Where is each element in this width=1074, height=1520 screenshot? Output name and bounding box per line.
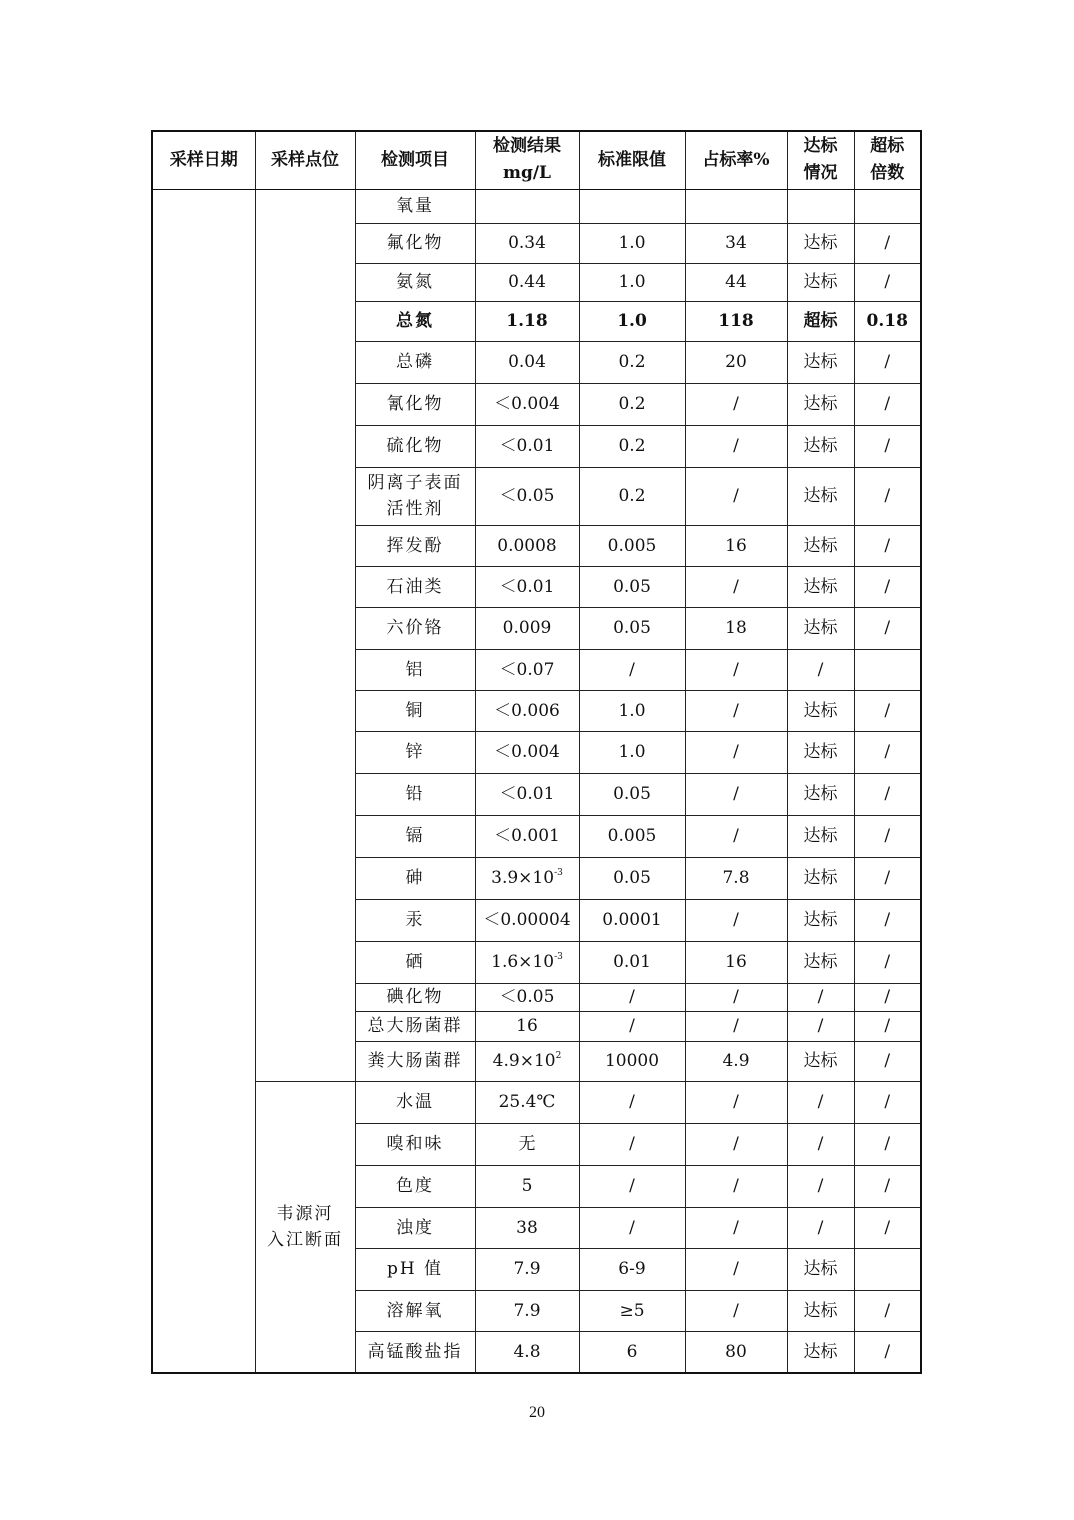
date-cell xyxy=(152,189,255,1373)
ratio-cell: / xyxy=(685,649,787,690)
result-cell xyxy=(475,857,579,899)
exceed-cell: / xyxy=(854,263,921,301)
item-label: 氧量 xyxy=(396,196,434,216)
result-exponent: -3 xyxy=(554,868,563,878)
ratio-cell: 18 xyxy=(685,607,787,649)
ratio-cell: / xyxy=(685,383,787,425)
exceed-cell: / xyxy=(854,341,921,383)
status-cell: / xyxy=(787,1123,854,1165)
status-cell: 达标 xyxy=(787,341,854,383)
item-cell xyxy=(355,815,475,857)
header-result-line1: 检测结果 xyxy=(493,136,561,157)
item-cell xyxy=(355,983,475,1011)
item-cell xyxy=(355,773,475,815)
item-label: 阴离子表面 xyxy=(367,473,463,493)
result-exponent: -3 xyxy=(554,952,563,962)
exceed-cell: / xyxy=(854,1165,921,1207)
result-cell xyxy=(475,341,579,383)
header-status-line2: 情况 xyxy=(803,163,838,184)
header-exceed xyxy=(854,131,921,189)
exceed-cell: / xyxy=(854,941,921,983)
status-cell: 达标 xyxy=(787,223,854,263)
result-value: 4.9×10 xyxy=(492,1051,556,1071)
item-cell xyxy=(355,1081,475,1123)
site2-cell xyxy=(255,1081,355,1373)
item-label: 氟化物 xyxy=(386,233,444,253)
item-cell xyxy=(355,607,475,649)
exceed-cell: / xyxy=(854,731,921,773)
header-limit: 标准限值 xyxy=(579,131,685,189)
result-cell xyxy=(475,815,579,857)
ratio-cell: 7.8 xyxy=(685,857,787,899)
exceed-cell: / xyxy=(854,425,921,467)
result-value: ＜0.00004 xyxy=(483,910,571,930)
limit-cell: 0.005 xyxy=(579,525,685,566)
result-value: ＜0.01 xyxy=(499,436,555,456)
result-value: 25.4℃ xyxy=(498,1092,556,1112)
status-cell: 达标 xyxy=(787,425,854,467)
result-value: 3.9×10 xyxy=(491,868,555,888)
limit-cell: 0.2 xyxy=(579,383,685,425)
limit-cell: 0.05 xyxy=(579,773,685,815)
item-cell xyxy=(355,263,475,301)
ratio-cell: / xyxy=(685,1290,787,1331)
limit-cell: 0.2 xyxy=(579,425,685,467)
result-cell xyxy=(475,899,579,941)
exceed-cell: / xyxy=(854,773,921,815)
result-value: 0.44 xyxy=(508,272,546,292)
ratio-cell: / xyxy=(685,566,787,607)
header-row xyxy=(152,131,921,189)
status-cell: 达标 xyxy=(787,857,854,899)
header-result xyxy=(475,131,579,189)
exceed-cell: / xyxy=(854,1290,921,1331)
item-label: 砷 xyxy=(405,868,425,888)
item-label: 总氮 xyxy=(396,311,434,331)
exceed-cell: / xyxy=(854,815,921,857)
result-cell xyxy=(475,607,579,649)
result-cell xyxy=(475,1011,579,1041)
item-label: 铜 xyxy=(405,700,425,721)
limit-cell: 10000 xyxy=(579,1041,685,1081)
result-value: 4.8 xyxy=(513,1341,541,1362)
result-cell xyxy=(475,731,579,773)
item-cell xyxy=(355,1207,475,1248)
item-label: 碘化物 xyxy=(386,987,444,1007)
exceed-cell: / xyxy=(854,690,921,731)
result-value: 5 xyxy=(521,1176,533,1196)
limit-cell: 6 xyxy=(579,1331,685,1373)
ratio-cell: 16 xyxy=(685,525,787,566)
result-value: 16 xyxy=(516,1016,538,1036)
item-label: 铝 xyxy=(405,659,425,680)
result-value: ＜0.004 xyxy=(494,394,560,414)
item-cell xyxy=(355,301,475,341)
table-body xyxy=(152,189,921,1373)
limit-cell: 0.05 xyxy=(579,607,685,649)
status-cell: / xyxy=(787,1011,854,1041)
item-cell xyxy=(355,566,475,607)
ratio-cell: / xyxy=(685,1123,787,1165)
limit-cell xyxy=(579,189,685,223)
result-value: ＜0.006 xyxy=(494,700,560,721)
item-label: 溶解氧 xyxy=(386,1300,444,1321)
ratio-cell: 80 xyxy=(685,1331,787,1373)
ratio-cell: / xyxy=(685,1248,787,1290)
limit-cell: 0.005 xyxy=(579,815,685,857)
ratio-cell: 44 xyxy=(685,263,787,301)
limit-cell: 6-9 xyxy=(579,1248,685,1290)
result-cell xyxy=(475,1290,579,1331)
ratio-cell: / xyxy=(685,983,787,1011)
status-cell: 达标 xyxy=(787,815,854,857)
exceed-cell: / xyxy=(854,525,921,566)
result-value: 7.9 xyxy=(513,1300,541,1321)
header-status xyxy=(787,131,854,189)
status-cell: 达标 xyxy=(787,899,854,941)
status-cell: / xyxy=(787,649,854,690)
result-value: 1.6×10 xyxy=(491,952,555,972)
result-cell xyxy=(475,189,579,223)
status-cell: 达标 xyxy=(787,1248,854,1290)
status-cell: 达标 xyxy=(787,525,854,566)
item-cell xyxy=(355,1165,475,1207)
result-cell xyxy=(475,1207,579,1248)
ratio-cell: 34 xyxy=(685,223,787,263)
ratio-cell: 20 xyxy=(685,341,787,383)
item-label: 镉 xyxy=(405,826,425,846)
limit-cell: 0.2 xyxy=(579,467,685,525)
item-label: pH 值 xyxy=(386,1259,444,1279)
item-label: 嗅和味 xyxy=(386,1134,444,1154)
item-cell xyxy=(355,341,475,383)
result-value: 1.18 xyxy=(506,311,548,331)
result-value: 7.9 xyxy=(513,1259,541,1279)
exceed-cell xyxy=(854,189,921,223)
ratio-cell: / xyxy=(685,773,787,815)
item-cell xyxy=(355,857,475,899)
status-cell: 达标 xyxy=(787,773,854,815)
item-cell xyxy=(355,690,475,731)
item-label: 氰化物 xyxy=(386,394,444,414)
result-cell xyxy=(475,1081,579,1123)
status-cell: / xyxy=(787,1081,854,1123)
status-cell: 达标 xyxy=(787,467,854,525)
item-label: 石油类 xyxy=(386,576,444,597)
result-value: 0.009 xyxy=(502,618,552,638)
limit-cell: / xyxy=(579,1165,685,1207)
item-cell xyxy=(355,1123,475,1165)
result-cell xyxy=(475,525,579,566)
result-value: ＜0.004 xyxy=(494,742,560,762)
result-cell xyxy=(475,1123,579,1165)
limit-cell: 1.0 xyxy=(579,263,685,301)
result-cell xyxy=(475,223,579,263)
result-value: 无 xyxy=(518,1134,536,1154)
result-value: ＜0.01 xyxy=(499,576,555,597)
limit-cell: 1.0 xyxy=(579,301,685,341)
water-quality-table xyxy=(151,130,922,1374)
ratio-cell: 118 xyxy=(685,301,787,341)
limit-cell: / xyxy=(579,1011,685,1041)
item-cell xyxy=(355,383,475,425)
ratio-cell: / xyxy=(685,899,787,941)
item-label: 锌 xyxy=(405,742,425,762)
site2-name-line: 入江断面 xyxy=(267,1229,343,1250)
item-cell xyxy=(355,525,475,566)
exceed-cell: / xyxy=(854,383,921,425)
status-cell: / xyxy=(787,983,854,1011)
status-cell: 达标 xyxy=(787,1331,854,1373)
result-cell xyxy=(475,425,579,467)
status-cell: / xyxy=(787,1207,854,1248)
result-cell xyxy=(475,690,579,731)
item-cell xyxy=(355,941,475,983)
limit-cell: 0.05 xyxy=(579,566,685,607)
result-cell xyxy=(475,941,579,983)
result-cell xyxy=(475,1248,579,1290)
header-status-line1: 达标 xyxy=(803,136,838,157)
result-value: ＜0.07 xyxy=(499,659,555,680)
status-cell: 达标 xyxy=(787,607,854,649)
header-point: 采样点位 xyxy=(255,131,355,189)
ratio-cell: / xyxy=(685,1081,787,1123)
status-cell: 达标 xyxy=(787,1041,854,1081)
item-cell xyxy=(355,1248,475,1290)
item-label: 铅 xyxy=(405,784,425,804)
item-label-line2: 活性剂 xyxy=(386,499,444,519)
table-row xyxy=(152,1081,921,1123)
status-cell: / xyxy=(787,1165,854,1207)
limit-cell: ≥5 xyxy=(579,1290,685,1331)
ratio-cell: / xyxy=(685,1165,787,1207)
exceed-cell: / xyxy=(854,899,921,941)
result-value: ＜0.05 xyxy=(499,987,555,1007)
site1-cell xyxy=(255,189,355,1081)
limit-cell: 1.0 xyxy=(579,223,685,263)
item-cell xyxy=(355,731,475,773)
limit-cell: / xyxy=(579,983,685,1011)
ratio-cell: / xyxy=(685,1011,787,1041)
status-cell: 达标 xyxy=(787,263,854,301)
exceed-cell: / xyxy=(854,467,921,525)
limit-cell: / xyxy=(579,649,685,690)
ratio-cell: / xyxy=(685,815,787,857)
exceed-cell: / xyxy=(854,223,921,263)
result-value: 0.0008 xyxy=(497,535,557,556)
result-value: ＜0.001 xyxy=(494,826,560,846)
item-cell xyxy=(355,425,475,467)
ratio-cell: / xyxy=(685,467,787,525)
result-cell xyxy=(475,1041,579,1081)
limit-cell: / xyxy=(579,1081,685,1123)
item-label: 氨氮 xyxy=(396,272,434,292)
header-exceed-line1: 超标 xyxy=(870,136,905,157)
status-cell: 达标 xyxy=(787,690,854,731)
status-cell xyxy=(787,189,854,223)
exceed-cell: / xyxy=(854,1041,921,1081)
status-cell: 超标 xyxy=(787,301,854,341)
status-cell: 达标 xyxy=(787,1290,854,1331)
exceed-cell xyxy=(854,1248,921,1290)
item-label: 硒 xyxy=(405,952,425,972)
limit-cell: / xyxy=(579,1207,685,1248)
header-item: 检测项目 xyxy=(355,131,475,189)
status-cell: 达标 xyxy=(787,383,854,425)
result-cell xyxy=(475,566,579,607)
item-cell xyxy=(355,1331,475,1373)
item-label: 六价铬 xyxy=(386,618,444,638)
exceed-cell: / xyxy=(854,1081,921,1123)
limit-cell: / xyxy=(579,1123,685,1165)
header-date: 采样日期 xyxy=(152,131,255,189)
limit-cell: 0.01 xyxy=(579,941,685,983)
exceed-cell: / xyxy=(854,1011,921,1041)
result-cell xyxy=(475,467,579,525)
item-cell xyxy=(355,467,475,525)
result-cell xyxy=(475,263,579,301)
item-cell xyxy=(355,1290,475,1331)
ratio-cell: 16 xyxy=(685,941,787,983)
status-cell: 达标 xyxy=(787,566,854,607)
item-cell xyxy=(355,899,475,941)
status-cell: 达标 xyxy=(787,731,854,773)
exceed-cell: / xyxy=(854,566,921,607)
limit-cell: 0.2 xyxy=(579,341,685,383)
exceed-cell: / xyxy=(854,857,921,899)
ratio-cell: / xyxy=(685,690,787,731)
item-label: 总磷 xyxy=(396,352,434,372)
limit-cell: 1.0 xyxy=(579,690,685,731)
ratio-cell xyxy=(685,189,787,223)
item-cell xyxy=(355,1041,475,1081)
item-label: 高锰酸盐指 xyxy=(367,1341,463,1362)
exceed-cell xyxy=(854,649,921,690)
page-number: 20 xyxy=(529,1404,545,1421)
exceed-cell: / xyxy=(854,607,921,649)
limit-cell: 0.0001 xyxy=(579,899,685,941)
result-cell xyxy=(475,649,579,690)
item-cell xyxy=(355,223,475,263)
ratio-cell: / xyxy=(685,425,787,467)
result-cell xyxy=(475,1165,579,1207)
exceed-cell: / xyxy=(854,1207,921,1248)
header-ratio: 占标率% xyxy=(685,131,787,189)
header-exceed-line2: 倍数 xyxy=(870,163,905,184)
limit-cell: 1.0 xyxy=(579,731,685,773)
result-value: ＜0.01 xyxy=(499,784,555,804)
result-cell xyxy=(475,301,579,341)
item-label: 粪大肠菌群 xyxy=(367,1051,463,1071)
result-value: 0.34 xyxy=(508,233,546,253)
result-value: 0.04 xyxy=(508,352,546,372)
table-row xyxy=(152,189,921,223)
site2-name-line: 韦源河 xyxy=(276,1203,334,1224)
item-label: 硫化物 xyxy=(386,436,444,456)
exceed-cell: / xyxy=(854,983,921,1011)
item-cell xyxy=(355,1011,475,1041)
item-label: 挥发酚 xyxy=(386,535,444,556)
item-label: 浊度 xyxy=(396,1217,434,1238)
ratio-cell: / xyxy=(685,731,787,773)
ratio-cell: / xyxy=(685,1207,787,1248)
item-label: 总大肠菌群 xyxy=(367,1016,463,1036)
result-cell xyxy=(475,1331,579,1373)
item-label: 色度 xyxy=(396,1176,434,1196)
result-cell xyxy=(475,773,579,815)
item-label: 汞 xyxy=(405,910,425,930)
item-label: 水温 xyxy=(396,1092,434,1112)
item-cell xyxy=(355,649,475,690)
item-cell xyxy=(355,189,475,223)
status-cell: 达标 xyxy=(787,941,854,983)
exceed-cell: / xyxy=(854,1123,921,1165)
limit-cell: 0.05 xyxy=(579,857,685,899)
result-exponent: 2 xyxy=(555,1051,562,1061)
exceed-cell: 0.18 xyxy=(854,301,921,341)
result-cell xyxy=(475,383,579,425)
result-value: 38 xyxy=(516,1217,538,1238)
result-value: ＜0.05 xyxy=(499,486,555,506)
header-result-line2: mg/L xyxy=(502,163,552,184)
ratio-cell: 4.9 xyxy=(685,1041,787,1081)
result-cell xyxy=(475,983,579,1011)
exceed-cell: / xyxy=(854,1331,921,1373)
